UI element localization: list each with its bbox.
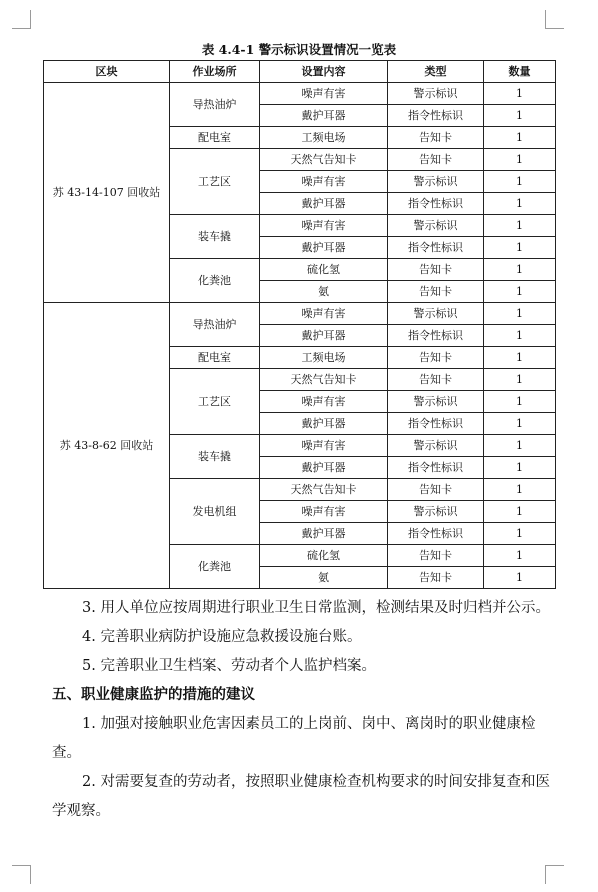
quantity-cell: 1: [484, 259, 556, 281]
site-cell: 配电室: [170, 127, 260, 149]
header-quantity: 数量: [484, 61, 556, 83]
type-cell: 警示标识: [388, 391, 484, 413]
type-cell: 指令性标识: [388, 193, 484, 215]
content-cell: 氨: [260, 281, 388, 303]
content-cell: 戴护耳器: [260, 325, 388, 347]
type-cell: 指令性标识: [388, 325, 484, 347]
quantity-cell: 1: [484, 479, 556, 501]
paragraph: 4. 完善职业病防护设施应急救援设施台账。: [82, 629, 362, 645]
quantity-cell: 1: [484, 501, 556, 523]
body-text: [52, 594, 555, 826]
quantity-cell: 1: [484, 303, 556, 325]
quantity-cell: 1: [484, 391, 556, 413]
content-cell: 噪声有害: [260, 391, 388, 413]
warning-sign-table: [43, 60, 556, 589]
site-cell: 配电室: [170, 347, 260, 369]
content-cell: 戴护耳器: [260, 523, 388, 545]
paragraph: 1. 加强对接触职业危害因素员工的上岗前、岗中、离岗时的职业健康检查。: [52, 716, 536, 761]
header-block: 区块: [44, 61, 170, 83]
type-cell: 指令性标识: [388, 413, 484, 435]
content-cell: 戴护耳器: [260, 193, 388, 215]
type-cell: 告知卡: [388, 127, 484, 149]
type-cell: 告知卡: [388, 545, 484, 567]
quantity-cell: 1: [484, 215, 556, 237]
quantity-cell: 1: [484, 369, 556, 391]
table-row: [44, 303, 556, 325]
table-body: [44, 83, 556, 589]
quantity-cell: 1: [484, 523, 556, 545]
type-cell: 告知卡: [388, 259, 484, 281]
type-cell: 告知卡: [388, 347, 484, 369]
content-cell: 戴护耳器: [260, 105, 388, 127]
block-cell: 苏 43-8-62 回收站: [44, 303, 170, 589]
quantity-cell: 1: [484, 127, 556, 149]
type-cell: 告知卡: [388, 369, 484, 391]
content-cell: 戴护耳器: [260, 237, 388, 259]
site-cell: 工艺区: [170, 369, 260, 435]
type-cell: 警示标识: [388, 215, 484, 237]
quantity-cell: 1: [484, 457, 556, 479]
type-cell: 指令性标识: [388, 237, 484, 259]
content-cell: 工频电场: [260, 127, 388, 149]
block-cell: 苏 43-14-107 回收站: [44, 83, 170, 303]
site-cell: 装车撬: [170, 435, 260, 479]
type-cell: 警示标识: [388, 303, 484, 325]
content-cell: 硫化氢: [260, 545, 388, 567]
quantity-cell: 1: [484, 435, 556, 457]
content-cell: 噪声有害: [260, 171, 388, 193]
table-title: 表 4.4-1 警示标识设置情况一览表: [201, 42, 397, 57]
type-cell: 告知卡: [388, 149, 484, 171]
site-cell: 装车撬: [170, 215, 260, 259]
quantity-cell: 1: [484, 193, 556, 215]
content-cell: 噪声有害: [260, 83, 388, 105]
quantity-cell: 1: [484, 171, 556, 193]
type-cell: 告知卡: [388, 479, 484, 501]
content-cell: 噪声有害: [260, 303, 388, 325]
table-row: [44, 83, 556, 105]
content-cell: 戴护耳器: [260, 413, 388, 435]
type-cell: 警示标识: [388, 501, 484, 523]
quantity-cell: 1: [484, 325, 556, 347]
site-cell: 化粪池: [170, 259, 260, 303]
type-cell: 告知卡: [388, 567, 484, 589]
paragraph: 2. 对需要复查的劳动者，按照职业健康检查机构要求的时间安排复查和医学观察。: [52, 774, 550, 819]
content-cell: 天然气告知卡: [260, 369, 388, 391]
type-cell: 告知卡: [388, 281, 484, 303]
content-cell: 噪声有害: [260, 501, 388, 523]
table-header-row: [44, 61, 556, 83]
quantity-cell: 1: [484, 413, 556, 435]
crop-mark-bottom-left: [12, 865, 31, 884]
paragraph: 5. 完善职业卫生档案、劳动者个人监护档案。: [82, 658, 376, 674]
quantity-cell: 1: [484, 567, 556, 589]
content-cell: 氨: [260, 567, 388, 589]
content-cell: 硫化氢: [260, 259, 388, 281]
site-cell: 化粪池: [170, 545, 260, 589]
quantity-cell: 1: [484, 149, 556, 171]
site-cell: 工艺区: [170, 149, 260, 215]
quantity-cell: 1: [484, 105, 556, 127]
type-cell: 警示标识: [388, 435, 484, 457]
crop-mark-top-right: [545, 10, 564, 29]
site-cell: 导热油炉: [170, 303, 260, 347]
quantity-cell: 1: [484, 237, 556, 259]
type-cell: 指令性标识: [388, 105, 484, 127]
site-cell: 发电机组: [170, 479, 260, 545]
content-cell: 天然气告知卡: [260, 149, 388, 171]
quantity-cell: 1: [484, 545, 556, 567]
header-content: 设置内容: [260, 61, 388, 83]
content-cell: 噪声有害: [260, 435, 388, 457]
content-cell: 天然气告知卡: [260, 479, 388, 501]
content-cell: 戴护耳器: [260, 457, 388, 479]
site-cell: 导热油炉: [170, 83, 260, 127]
section-heading: 五、职业健康监护的措施的建议: [52, 687, 255, 703]
type-cell: 警示标识: [388, 171, 484, 193]
quantity-cell: 1: [484, 83, 556, 105]
header-site: 作业场所: [170, 61, 260, 83]
type-cell: 指令性标识: [388, 523, 484, 545]
quantity-cell: 1: [484, 347, 556, 369]
content-cell: 工频电场: [260, 347, 388, 369]
paragraph: 3. 用人单位应按周期进行职业卫生日常监测，检测结果及时归档并公示。: [82, 600, 550, 616]
crop-mark-bottom-right: [545, 865, 564, 884]
crop-mark-top-left: [12, 10, 31, 29]
quantity-cell: 1: [484, 281, 556, 303]
content-cell: 噪声有害: [260, 215, 388, 237]
type-cell: 警示标识: [388, 83, 484, 105]
header-type: 类型: [388, 61, 484, 83]
type-cell: 指令性标识: [388, 457, 484, 479]
